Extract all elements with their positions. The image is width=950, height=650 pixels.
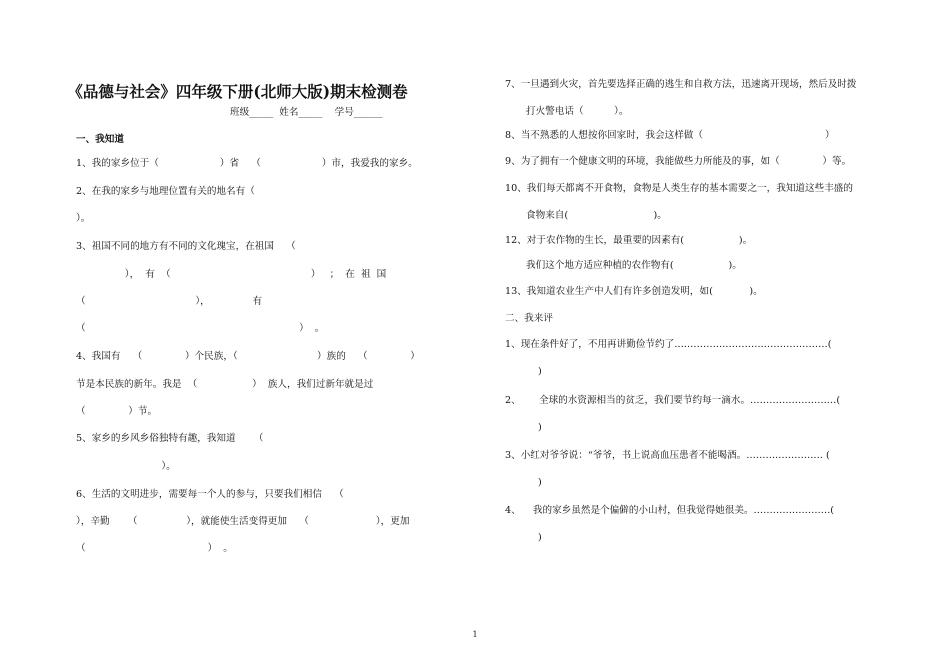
judge-3: 3、小红对爷爷说：“爷爷，书上说高血压患者不能喝酒。…………………… (	[505, 450, 830, 461]
section-1-heading: 一、我知道	[76, 134, 124, 145]
question-3-line-1: 3、祖国不同的地方有不同的文化瑰宝，在祖国 （	[76, 241, 296, 252]
question-13: 13、我知道农业生产中人们有许多创造发明，如( )。	[505, 286, 763, 297]
judge-4-bracket: )	[538, 532, 542, 543]
judge-2-bracket: )	[538, 422, 542, 433]
question-2-line-2: ）。	[76, 213, 91, 224]
question-3-line-4: （ ） 。	[76, 323, 325, 334]
question-8: 8、当不熟悉的人想按你回家时，我会这样做（ ）	[505, 130, 835, 141]
question-9: 9、为了拥有一个健康文明的环境，我能做些力所能及的事，如（ ）等。	[505, 156, 852, 167]
question-5-line-1: 5、家乡的乡风乡俗独特有趣，我知道 （	[76, 433, 264, 444]
question-7-line-2: 打火警电话（ ）。	[526, 106, 629, 117]
student-info-line: 班级_____ 姓名_____ 学号______	[230, 107, 383, 118]
judge-3-bracket: )	[538, 477, 542, 488]
question-4-line-1: 4、我国有 （ ）个民族，（ ）族的 （ ）	[76, 351, 420, 362]
question-6-line-2: ），辛勤 （ ），就能使生活变得更加 （ ），更加	[76, 516, 410, 527]
question-3-line-3: （ ）， 有	[76, 296, 263, 307]
question-2-line-1: 2、在我的家乡与地理位置有关的地名有（	[76, 186, 255, 197]
question-10-line-1: 10、我们每天都离不开食物，食物是人类生存的基本需要之一，我知道这些丰盛的	[505, 183, 853, 194]
question-4-line-2: 节是本民族的新年。我是 （ ） 族人，我们过新年就是过	[76, 379, 374, 390]
judge-4: 4、 我的家乡虽然是个偏僻的小山村，但我觉得她很美。……………………(	[505, 505, 835, 516]
exam-title: 《品德与社会》四年级下册(北师大版)期末检测卷	[67, 82, 408, 101]
question-5-line-2: ）。	[76, 461, 176, 472]
judge-1: 1、现在条件好了，不用再讲勤俭节约了…………………………………………(	[505, 339, 832, 350]
question-12-line-2: 我们这个地方适应种植的农作物有( )。	[526, 260, 742, 271]
judge-2: 2、 全球的水资源相当的贫乏，我们要节约每一滴水。………………………(	[505, 395, 841, 406]
question-6-line-1: 6、生活的文明进步，需要每一个人的参与，只要我们相信 （	[76, 489, 344, 500]
question-10-line-2: 食物来自( )。	[526, 210, 667, 221]
question-3-line-2: ）， 有 （ ） ； 在 祖 国	[76, 269, 387, 280]
page-number: 1	[472, 630, 478, 639]
question-7-line-1: 7、一旦遇到火灾，首先要选择正确的逃生和自救方法，迅速离开现场，然后及时拨	[505, 79, 857, 90]
section-2-heading: 二、我来评	[505, 313, 553, 324]
question-12-line-1: 12、对于农作物的生长，最重要的因素有( )。	[505, 235, 753, 246]
question-6-line-3: （ ） 。	[76, 543, 233, 554]
question-4-line-3: （ ）节。	[76, 406, 158, 417]
question-1: 1、我的家乡位于（ ）省 （ ）市，我爱我的家乡。	[76, 158, 418, 169]
judge-1-bracket: )	[538, 366, 542, 377]
